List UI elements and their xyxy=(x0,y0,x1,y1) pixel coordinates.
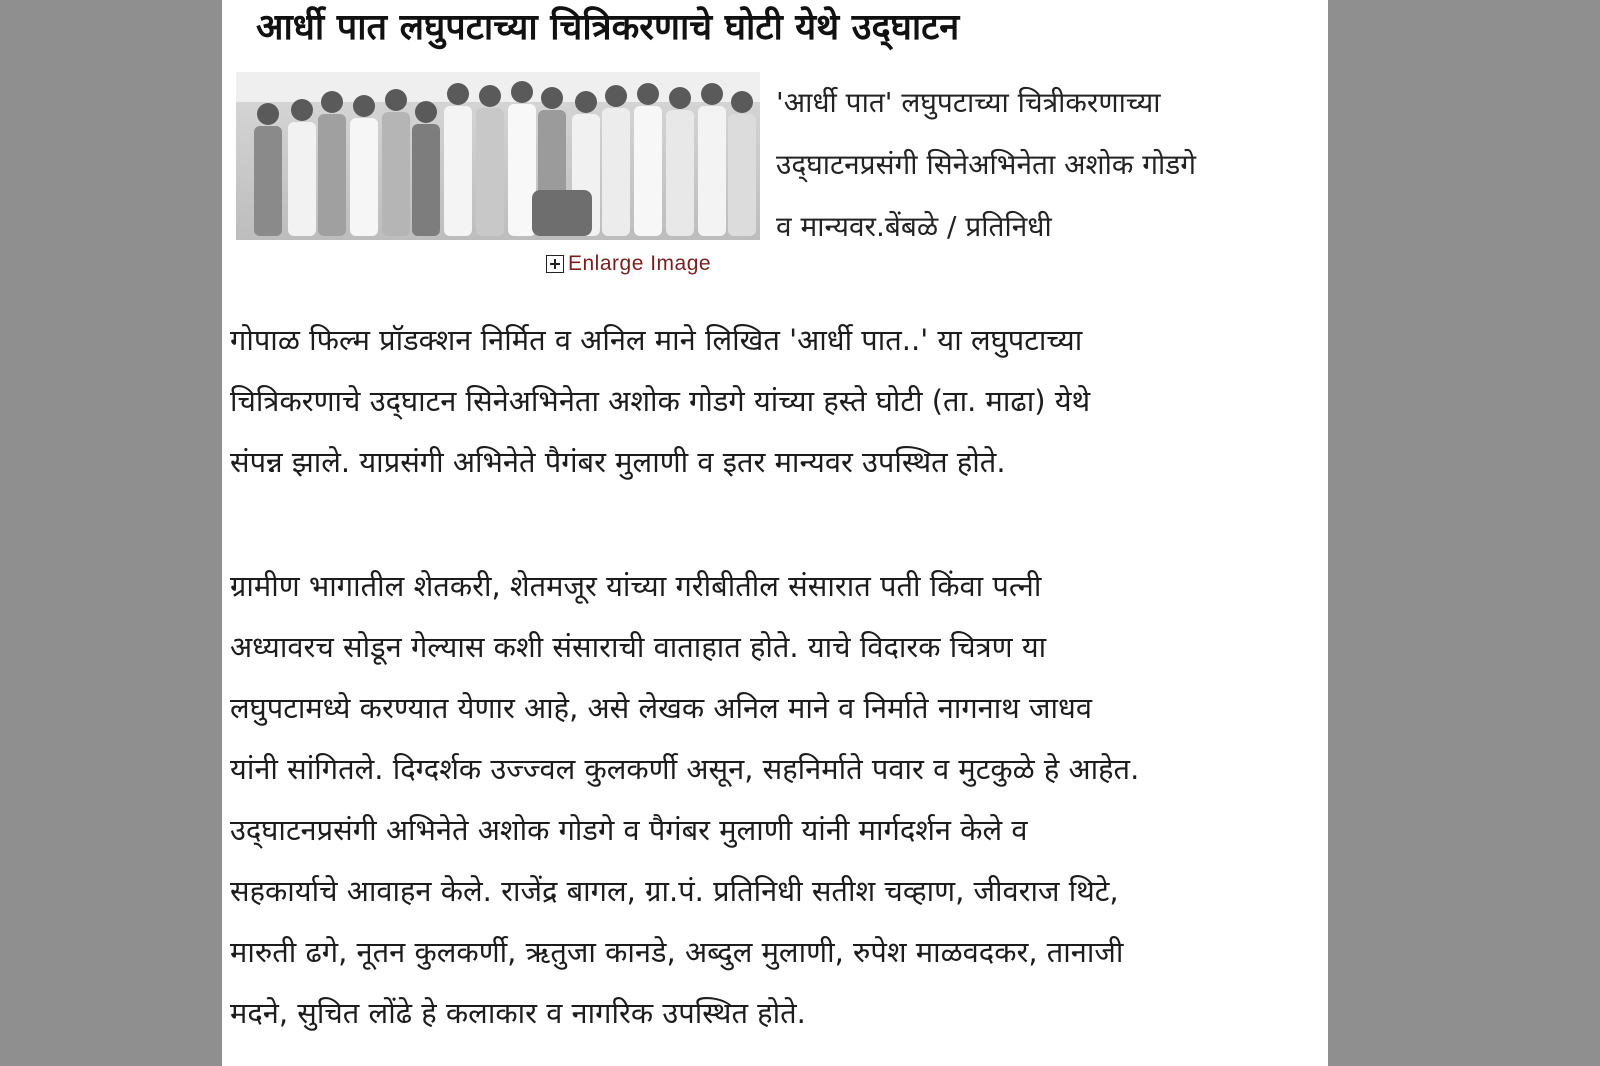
paragraph-line: लघुपटामध्ये करण्यात येणार आहे, असे लेखक अनिल माने व निर्माते नागनाथ जाधव xyxy=(230,691,1093,725)
paragraph-line: मारुती ढगे, नूतन कुलकर्णी, ऋतुजा कानडे, अब्दुल मुलाणी, रुपेश माळवदकर, तानाजी xyxy=(230,935,1124,969)
paragraph-line: ग्रामीण भागातील शेतकरी, शेतमजूर यांच्या गरीबीतील संसारात पती किंवा पत्नी xyxy=(230,569,1042,603)
caption-line: 'आर्धी पात' लघुपटाच्या चित्रीकरणाच्या xyxy=(776,86,1161,119)
paragraph-line: संपन्न झाले. याप्रसंगी अभिनेते पैगंबर मुलाणी व इतर मान्यवर उपस्थित होते. xyxy=(230,445,1006,479)
paragraph-line: मदने, सुचित लोंढे हे कलाकार व नागरिक उपस्थित होते. xyxy=(230,996,806,1030)
caption-line: व मान्यवर.बेंबळे / प्रतिनिधी xyxy=(776,210,1052,243)
paragraph-line: चित्रिकरणाचे उद्‌घाटन सिनेअभिनेता अशोक गोडगे यांच्या हस्ते घोटी (ता. माढा) येथे xyxy=(230,384,1091,418)
photo-caption xyxy=(776,72,1328,258)
article-panel xyxy=(222,0,1328,1066)
article-photo[interactable] xyxy=(236,72,760,240)
paragraph-line: उद्‌घाटनप्रसंगी अभिनेते अशोक गोडगे व पैगंबर मुलाणी यांनी मार्गदर्शन केले व xyxy=(230,813,1028,847)
paragraph-line: सहकार्याचे आवाहन केले. राजेंद्र बागल, ग्रा.पं. प्रतिनिधी सतीश चव्हाण, जीवराज थिटे, xyxy=(230,874,1119,908)
article-headline: आर्धी पात लघुपटाच्या चित्रिकरणाचे घोटी येथे उद्‌घाटन xyxy=(256,7,960,48)
enlarge-image-link[interactable] xyxy=(546,252,711,276)
plus-box-icon xyxy=(546,255,564,273)
caption-line: उद्‌घाटनप्रसंगी सिनेअभिनेता अशोक गोडगे xyxy=(776,148,1196,181)
paragraph-line: गोपाळ फिल्म प्रॉडक्शन निर्मित व अनिल माने लिखित 'आर्धी पात..' या लघुपटाच्या xyxy=(230,323,1083,357)
group-photo-image xyxy=(236,72,760,240)
enlarge-image-label: Enlarge Image xyxy=(568,252,712,275)
article-paragraph-1 xyxy=(230,310,1320,493)
paragraph-line: यांनी सांगितले. दिग्दर्शक उज्ज्वल कुलकर्णी असून, सहनिर्माते पवार व मुटकुळे हे आहेत. xyxy=(230,752,1140,786)
article-paragraph-2 xyxy=(230,556,1320,1044)
paragraph-line: अध्यावरच सोडून गेल्यास कशी संसाराची वाताहात होते. याचे विदारक चित्रण या xyxy=(230,630,1047,664)
